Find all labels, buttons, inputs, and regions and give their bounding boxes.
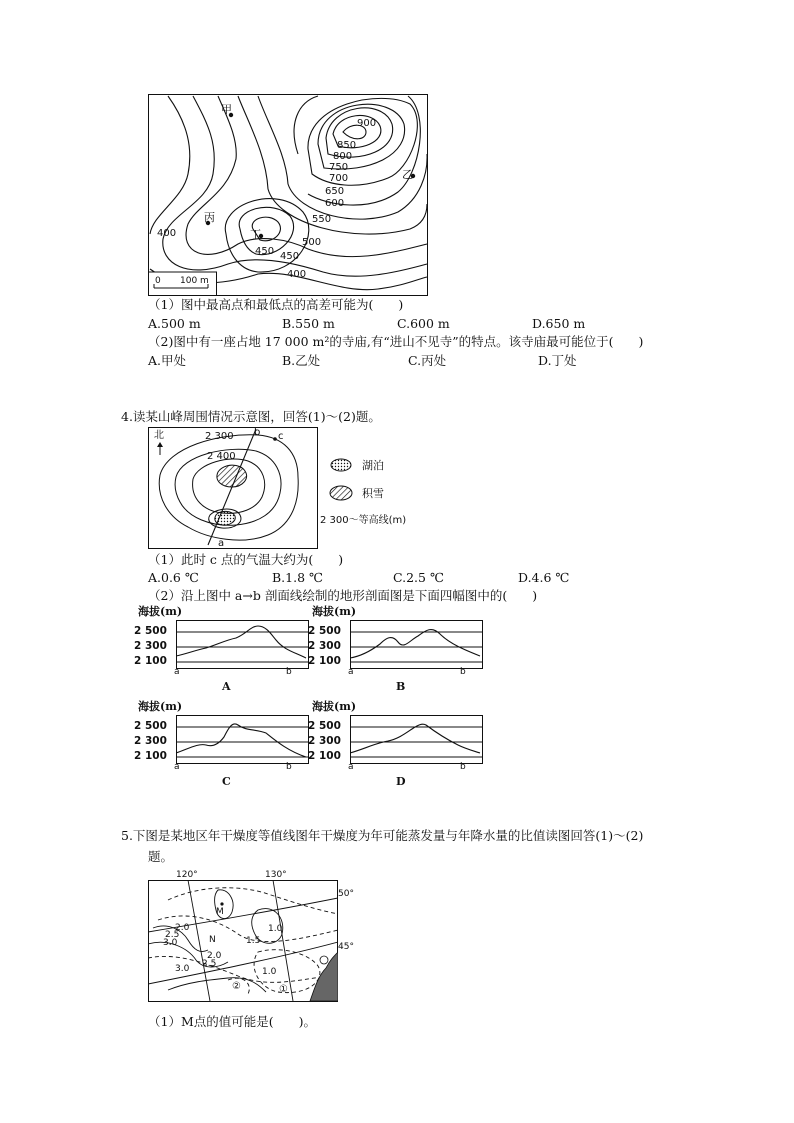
profile-start: a — [348, 762, 354, 772]
profile-end: b — [460, 667, 466, 677]
point-a-label: a — [218, 538, 225, 549]
profile-tick: 2 100 — [308, 750, 341, 762]
label-yi: 乙 — [402, 168, 413, 181]
profile-chart-a[interactable] — [134, 605, 298, 693]
isoline-label: 3.0 — [175, 964, 190, 974]
profile-curve — [350, 630, 480, 658]
lon-120: 120° — [176, 870, 198, 880]
q4-sub2: （2）沿上图中 a→b 剖面线绘制的地形剖面图是下面四幅图中的( ) — [148, 588, 538, 603]
contour-label: 750 — [329, 162, 349, 173]
contour-label: 700 — [329, 173, 349, 184]
q4-sub1-option-d[interactable]: D.4.6 ℃ — [518, 570, 570, 585]
profile-plot — [176, 620, 310, 670]
profile-frame — [351, 716, 483, 764]
q5-stem-line2: 题。 — [148, 849, 174, 864]
profile-tick: 2 500 — [308, 625, 341, 637]
q4-sub1-option-c[interactable]: C.2.5 ℃ — [393, 570, 444, 585]
legend-snow: 积雪 — [362, 487, 384, 500]
profile-chart-c[interactable] — [134, 700, 298, 788]
profile-letter: D — [396, 775, 406, 788]
profile-tick: 2 100 — [308, 655, 341, 667]
region-1-label: ① — [279, 984, 288, 995]
profile-start: a — [348, 667, 354, 677]
profile-end: b — [460, 762, 466, 772]
legend-contour: 2 300～等高线(m) — [320, 515, 407, 526]
point-b-label: b — [254, 427, 261, 438]
profile-curve — [350, 724, 480, 753]
profile-letter: C — [222, 775, 231, 788]
isoline-label: 3.0 — [163, 938, 178, 948]
profile-start: a — [174, 667, 180, 677]
contour-label: 500 — [302, 237, 322, 248]
north-label: 北 — [154, 430, 164, 441]
contour-label: 450 — [280, 251, 300, 262]
profile-curve — [176, 724, 306, 757]
q3-sub2-option-d[interactable]: D.丁处 — [538, 353, 577, 368]
profile-tick: 2 300 — [134, 735, 167, 747]
q5-sub1: （1）M点的值可能是( )。 — [148, 1014, 317, 1029]
profile-ylabel: 海拔(m) — [312, 605, 357, 618]
profile-plot — [176, 715, 310, 765]
q3-sub1-option-b[interactable]: B.550 m — [282, 316, 335, 331]
q3-sub1: （1）图中最高点和最低点的高差可能为( ) — [148, 297, 404, 312]
q3-sub1-option-a[interactable]: A.500 m — [148, 316, 201, 331]
profile-curve — [176, 626, 306, 658]
isoline-label: 2.5 — [202, 959, 217, 969]
profile-end: b — [286, 667, 292, 677]
point-m-label: M — [216, 907, 224, 917]
isoline-label: 1.5 — [246, 936, 261, 946]
contour-2400-label: 2 400 — [207, 451, 236, 462]
profile-start: a — [174, 762, 180, 772]
contour-label: 900 — [357, 118, 377, 129]
contour-label: 400 — [157, 228, 177, 239]
mountain-map — [148, 427, 318, 549]
profile-frame — [177, 621, 309, 669]
q3-sub1-option-c[interactable]: C.600 m — [397, 316, 450, 331]
contour-label: 800 — [333, 151, 353, 162]
contour-label: 650 — [325, 186, 345, 197]
q4-sub1: （1）此时 c 点的气温大约为( ) — [148, 552, 344, 567]
contour-label: 450 — [255, 246, 275, 257]
isoline-label: 1.0 — [262, 967, 277, 977]
point-c-label: c — [278, 431, 284, 442]
q4-stem: 4.读某山峰周围情况示意图，回答(1)～(2)题。 — [121, 409, 381, 424]
label-jia: 甲 — [221, 103, 232, 116]
q3-sub2-option-c[interactable]: C.丙处 — [408, 353, 447, 368]
q3-sub1-option-d[interactable]: D.650 m — [532, 316, 586, 331]
contour-label: 600 — [325, 198, 345, 209]
profile-chart-b[interactable] — [308, 605, 472, 693]
profile-tick: 2 300 — [308, 735, 341, 747]
scale-distance: 100 m — [180, 276, 209, 286]
profile-plot — [350, 715, 484, 765]
profile-tick: 2 300 — [134, 640, 167, 652]
profile-ylabel: 海拔(m) — [138, 700, 183, 713]
q3-sub2: （2)图中有一座占地 17 000 m²的寺庙,有“进山不见寺”的特点。该寺庙最可能位于( ) — [148, 334, 644, 349]
profile-end: b — [286, 762, 292, 772]
profile-ylabel: 海拔(m) — [312, 700, 357, 713]
scale-zero: 0 — [155, 276, 161, 286]
profile-tick: 2 500 — [134, 625, 167, 637]
label-ding: 丁 — [250, 228, 261, 241]
profile-ylabel: 海拔(m) — [138, 605, 183, 618]
profile-letter: B — [396, 680, 406, 693]
isoline-label: 2.0 — [207, 951, 222, 961]
isoline-label: 2.0 — [175, 923, 190, 933]
profile-chart-d[interactable] — [308, 700, 472, 788]
profile-tick: 2 100 — [134, 655, 167, 667]
profile-plot — [350, 620, 484, 670]
profile-tick: 2 500 — [134, 720, 167, 732]
contour-label: 400 — [287, 269, 307, 280]
q4-sub1-option-a[interactable]: A.0.6 ℃ — [148, 570, 199, 585]
point-n-label: N — [209, 935, 216, 945]
contour-label: 850 — [337, 140, 357, 151]
profile-frame — [351, 621, 483, 669]
q3-sub2-option-a[interactable]: A.甲处 — [148, 353, 187, 368]
isoline-label: 2.5 — [165, 930, 180, 940]
legend-lake: 湖泊 — [362, 459, 384, 472]
q3-sub2-option-b[interactable]: B.乙处 — [282, 353, 321, 368]
lat-45: 45° — [338, 942, 354, 952]
profile-tick: 2 500 — [308, 720, 341, 732]
q4-sub1-option-b[interactable]: B.1.8 ℃ — [272, 570, 323, 585]
lon-130: 130° — [265, 870, 287, 880]
contour-label: 550 — [312, 214, 332, 225]
profile-tick: 2 300 — [308, 640, 341, 652]
contour-2300-label: 2 300 — [205, 431, 234, 442]
contour-map-1 — [148, 94, 428, 296]
profile-frame — [177, 716, 309, 764]
profile-letter: A — [222, 680, 231, 693]
profile-tick: 2 100 — [134, 750, 167, 762]
q5-stem-line1: 5.下图是某地区年干燥度等值线图年干燥度为年可能蒸发量与年降水量的比值读图回答(1)～(2) — [121, 828, 644, 843]
isoline-label: 1.0 — [268, 924, 283, 934]
lat-50: 50° — [338, 889, 354, 899]
legend-symbols — [328, 456, 354, 504]
label-bing: 丙 — [204, 211, 215, 224]
region-2-label: ② — [232, 981, 241, 992]
